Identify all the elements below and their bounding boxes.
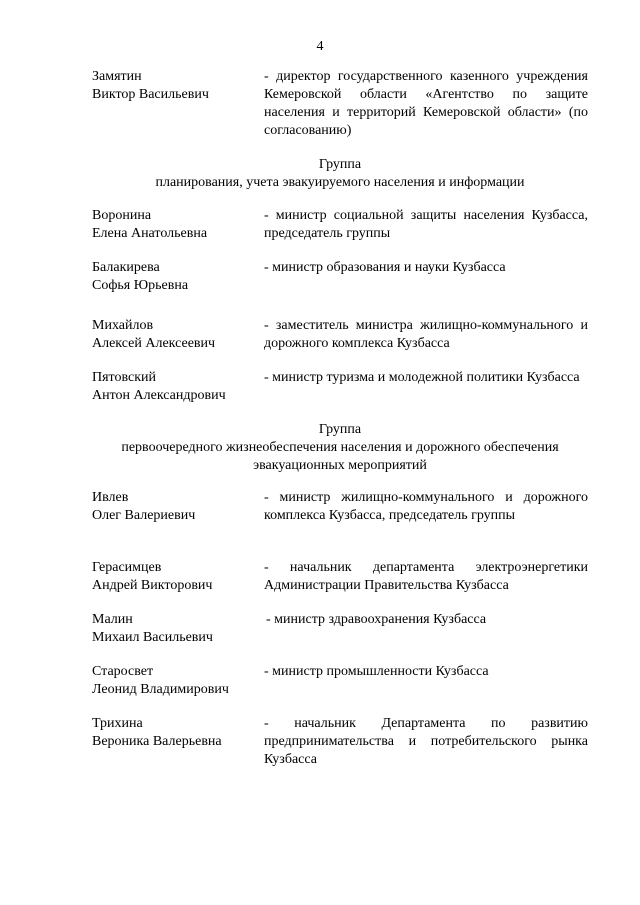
member-name — [92, 489, 262, 525]
member-name — [92, 317, 262, 353]
member-position: - министр туризма и молодежной политики Кузбасса — [264, 370, 580, 385]
member-given-name: Леонид Владимирович — [92, 682, 229, 697]
member-position: - министр жилищно-коммунального и дорожного комплекса Кузбасса, председатель группы — [264, 490, 588, 523]
member-surname: Малин — [92, 612, 133, 627]
member-surname: Замятин — [92, 69, 142, 84]
member-given-name: Елена Анатольевна — [92, 226, 208, 241]
member-surname: Старосвет — [92, 664, 154, 679]
member-given-name: Андрей Викторович — [92, 578, 213, 593]
member-position: - заместитель министра жилищно-коммунального и дорожного комплекса Кузбасса — [264, 318, 588, 351]
group-title: Группа — [318, 422, 362, 437]
member-surname: Трихина — [92, 716, 143, 731]
member-name — [92, 715, 262, 751]
member-name — [92, 68, 262, 104]
member-name — [92, 207, 262, 243]
member-position: - министр образования и науки Кузбасса — [264, 260, 506, 275]
member-name — [92, 559, 262, 595]
member-surname: Михайлов — [92, 318, 154, 333]
member-surname: Пятовский — [92, 370, 157, 385]
group-heading — [80, 156, 600, 192]
member-given-name: Виктор Васильевич — [92, 87, 209, 102]
member-surname: Балакирева — [92, 260, 160, 275]
group-title: Группа — [318, 157, 362, 172]
member-surname: Герасимцев — [92, 560, 162, 575]
group-subtitle: первоочередного жизнеобеспечения населения и дорожного обеспечения — [121, 440, 559, 455]
group-subtitle: эвакуационных мероприятий — [253, 458, 427, 473]
member-position: - министр социальной защиты населения Кузбасса, председатель группы — [264, 208, 588, 241]
member-position: - начальник Департамента по развитию предпринимательства и потребительского рынка Кузбасса — [264, 716, 588, 767]
member-name — [92, 611, 262, 647]
member-surname: Воронина — [92, 208, 152, 223]
member-given-name: Антон Александрович — [92, 388, 226, 403]
member-position: - директор государственного казенного учреждения Кемеровской области «Агентство по защите населения и территорий Кемеровской области» (по согласованию) — [264, 69, 588, 138]
member-given-name: Олег Валериевич — [92, 508, 196, 523]
member-name — [92, 663, 262, 699]
member-given-name: Вероника Валерьевна — [92, 734, 222, 749]
member-given-name: Софья Юрьевна — [92, 278, 189, 293]
member-position: - министр промышленности Кузбасса — [264, 664, 489, 679]
member-position: - министр здравоохранения Кузбасса — [266, 612, 487, 627]
member-given-name: Михаил Васильевич — [92, 630, 213, 645]
page-number: 4 — [316, 39, 324, 54]
member-name — [92, 259, 262, 295]
group-heading — [80, 421, 600, 475]
member-given-name: Алексей Алексеевич — [92, 336, 216, 351]
member-position: - начальник департамента электроэнергетики Администрации Правительства Кузбасса — [264, 560, 588, 593]
member-surname: Ивлев — [92, 490, 129, 505]
group-subtitle: планирования, учета эвакуируемого населения и информации — [155, 175, 525, 190]
member-name — [92, 369, 262, 405]
